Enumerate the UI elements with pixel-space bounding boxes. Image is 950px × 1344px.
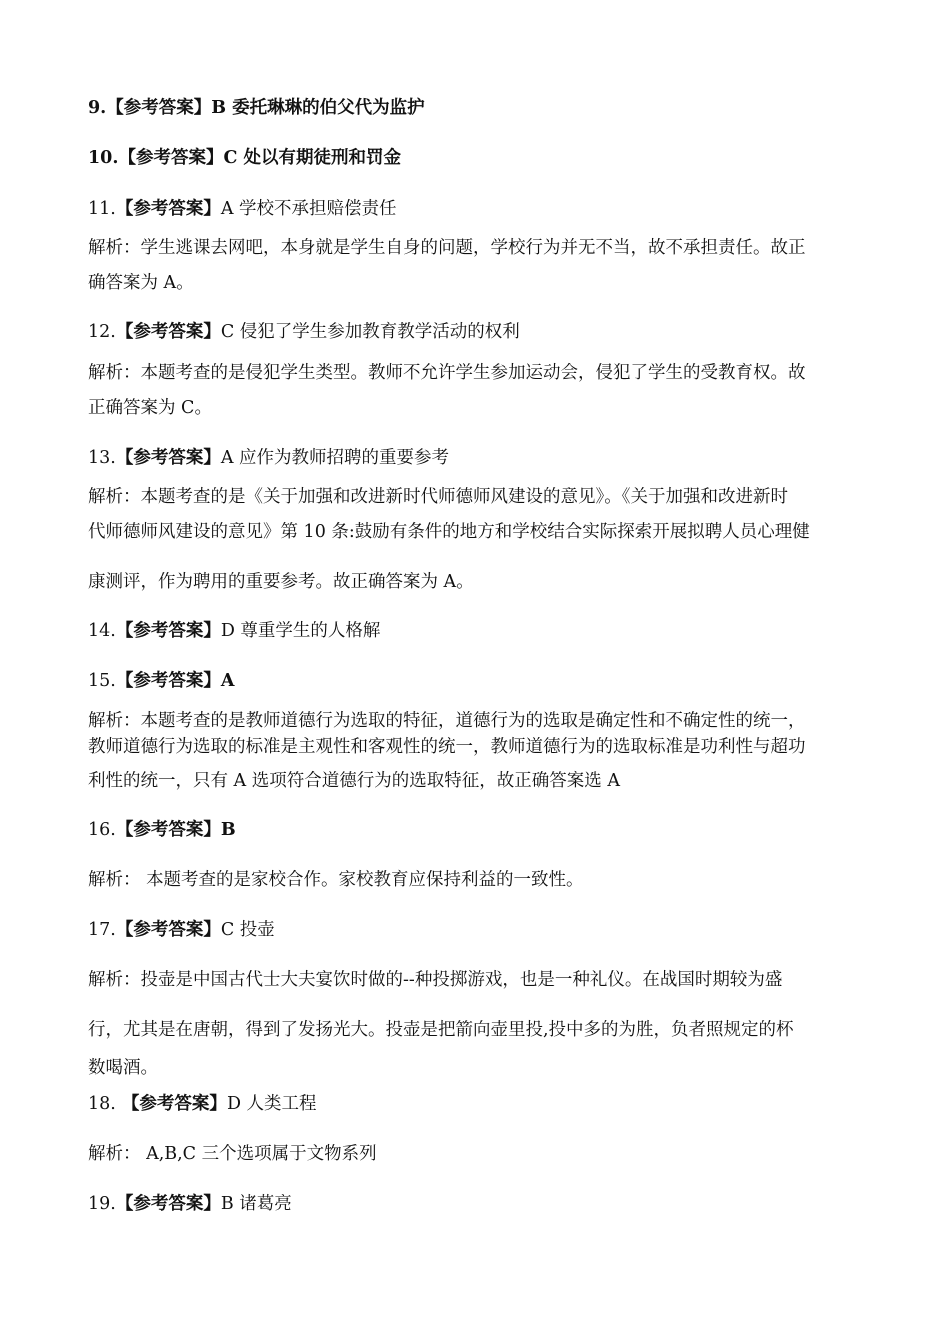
answer-label: 【参考答案】: [115, 1194, 221, 1214]
answer-label: 【参考答案】: [115, 820, 221, 840]
answer-text: B: [220, 820, 236, 840]
answer-label: 【参考答案】: [115, 322, 221, 342]
answer-label: 【参考答案】: [115, 199, 221, 219]
question-number: 12.: [88, 322, 116, 342]
question-number: 15.: [88, 671, 116, 691]
answer-text: A: [220, 671, 235, 691]
explanation-line: 解析：本题考查的是《关于加强和改进新时代师德师风建设的意见》。《关于加强和改进新时: [88, 487, 788, 507]
answer-label: 【参考答案】: [115, 671, 221, 691]
answer-label: 【参考答案】: [115, 448, 221, 468]
answer-line-13: [88, 446, 868, 470]
question-number: 16.: [88, 820, 116, 840]
answer-text: A 应作为教师招聘的重要参考: [220, 448, 450, 468]
answer-text: C 侵犯了学生参加教育教学活动的权利: [220, 322, 520, 342]
answer-line-19: [88, 1192, 868, 1216]
answer-text: A 学校不承担赔偿责任: [220, 199, 397, 219]
question-number: 19.: [88, 1194, 116, 1214]
explanation-line: 教师道德行为选取的标准是主观性和客观性的统一，教师道德行为的选取标准是功利性与超功: [88, 737, 806, 757]
explanation-line: 解析：学生逃课去网吧，本身就是学生自身的问题，学校行为并无不当，故不承担责任。故正: [88, 238, 806, 258]
explanation-line: 确答案为 A。: [88, 273, 194, 293]
answer-line-9: [88, 96, 868, 120]
explanation-line: 解析： A,B,C 三个选项属于文物系列: [88, 1144, 377, 1164]
answer-text: B 诸葛亮: [220, 1194, 292, 1214]
answer-line-15: [88, 669, 868, 693]
explanation-line: 正确答案为 C。: [88, 398, 212, 418]
answer-line-12: [88, 320, 868, 344]
explanation-line: 数喝酒。: [88, 1058, 158, 1078]
answer-text: C 投壶: [220, 920, 275, 940]
answer-line-10: [88, 146, 868, 170]
question-number: 18.: [88, 1094, 116, 1114]
explanation-line: 解析：本题考查的是教师道德行为选取的特征，道德行为的选取是确定性和不确定性的统一，: [88, 711, 806, 731]
explanation-line: 康测评，作为聘用的重要参考。故正确答案为 A。: [88, 572, 474, 592]
answer-line-17: [88, 918, 868, 942]
explanation-line: 代师德师风建设的意见》第 10 条:鼓励有条件的地方和学校结合实际探索开展拟聘人员心理健: [88, 522, 810, 542]
answer-label: 【参考答案】: [115, 920, 221, 940]
answer-text: C 处以有期徒刑和罚金: [223, 148, 401, 168]
explanation-line: 利性的统一，只有 A 选项符合道德行为的选取特征，故正确答案选 A: [88, 771, 620, 791]
explanation-line: 解析： 本题考查的是家校合作。家校教育应保持利益的一致性。: [88, 870, 584, 890]
answer-label: 【参考答案】: [115, 1094, 227, 1114]
answer-text: D 人类工程: [226, 1094, 317, 1114]
question-number: 13.: [88, 448, 116, 468]
answer-label: 【参考答案】: [115, 621, 221, 641]
answer-line-14: [88, 619, 868, 643]
answer-text: B 委托琳琳的伯父代为监护: [211, 98, 425, 118]
answer-text: D 尊重学生的人格解: [220, 621, 381, 641]
explanation-line: 解析：投壶是中国古代士大夫宴饮时做的--种投掷游戏，也是一种礼仪。在战国时期较为盛: [88, 970, 783, 990]
answer-line-16: [88, 818, 868, 842]
answer-line-11: [88, 197, 868, 221]
answer-label: 【参考答案】: [118, 148, 224, 168]
explanation-line: 解析：本题考查的是侵犯学生类型。教师不允许学生参加运动会，侵犯了学生的受教育权。故: [88, 363, 806, 383]
answer-line-18: [88, 1092, 868, 1116]
question-number: 17.: [88, 920, 116, 940]
answer-label: 【参考答案】: [106, 98, 212, 118]
question-number: 11.: [88, 199, 116, 219]
explanation-line: 行，尤其是在唐朝，得到了发扬光大。投壶是把箭向壶里投,投中多的为胜，负者照规定的杯: [88, 1020, 794, 1040]
question-number: 14.: [88, 621, 116, 641]
question-number: 10.: [88, 148, 119, 168]
question-number: 9.: [88, 98, 107, 118]
